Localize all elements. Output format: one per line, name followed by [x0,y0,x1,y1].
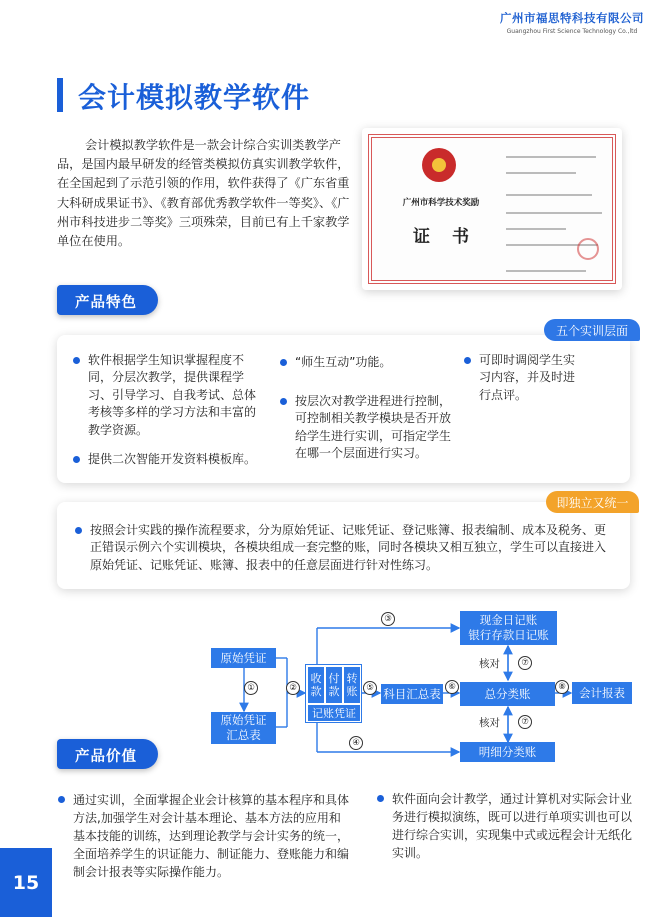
bullet-dot-icon [280,398,287,405]
section-tag-value: 产品价值 [57,739,158,769]
feature-item: 按层次对教学进程进行控制，可控制相关教学模块是否开放给学生进行实训，可指定学生在哪一个层面进行实习。 [295,393,457,463]
section-tag-features: 产品特色 [57,285,158,315]
flow-step-number: ③ [381,612,395,626]
flow-node-account-summary: 科目汇总表 [381,684,443,704]
flow-node-receipt: 收款 [308,667,324,703]
modules-description: 按照会计实践的操作流程要求，分为原始凭证、记账凭证、登记账簿、报表编制、成本及税务、更正错误示例六个实训模块，各模块组成一套完整的账，同时各模块又相互独立，学生可以直接进入原始凭证、记账凭证、账簿、报表中的任意层面进行针对性练习。 [90,522,615,574]
bullet-dot-icon [377,795,384,802]
feature-item: “师生互动”功能。 [295,354,455,371]
flow-node-bookkeeping-voucher: 记账凭证 [308,705,360,721]
flow-step-number: ⑤ [363,681,377,695]
certificate-text-line [506,228,566,230]
certificate-title: 广州市科学技术奖励 [402,198,480,208]
feature-item: 可即时调阅学生实习内容，并及时进行点评。 [479,352,581,404]
flow-step-number: ① [244,681,258,695]
certificate-text-line [506,172,576,174]
certificate-text-line [506,194,592,196]
feature-item: 软件根据学生知识掌握程度不同，分层次教学，提供课程学习、引导学习、自我考试、总体考核等多样的学习方法和丰富的教学资源。 [88,352,258,439]
national-emblem-icon [422,148,456,182]
certificate-frame [368,134,616,284]
certificate-text-line [506,212,602,214]
flow-node-cash-journal: 现金日记账 银行存款日记账 [460,611,557,645]
flow-step-number: ⑥ [445,680,459,694]
flow-node-general-ledger: 总分类账 [460,682,555,706]
bullet-dot-icon [464,357,471,364]
page-number: 15 [0,848,52,917]
flow-step-number: ④ [349,736,363,750]
intro-paragraph: 会计模拟教学软件是一款会计综合实训类教学产品，是国内最早研发的经管类模拟仿真实训教学软件，在全国起到了示范引领的作用，软件获得了《广东省重大科研成果证书》、《教育部优秀教学软件一等奖》、《广州市科技进步二等奖》三项殊荣，目前已有上千家教学单位在使用。 [57,138,350,249]
feature-item: 提供二次智能开发资料模板库。 [88,451,263,468]
flow-node-original-voucher-summary: 原始凭证 汇总表 [211,712,276,744]
pill-independent-unified: 即独立又统一 [546,491,639,513]
flow-label-verify: 核对 [479,717,500,729]
certificate-text-line [506,270,586,272]
page-title: 会计模拟教学软件 [78,81,311,114]
certificate-big-text: 证书 [413,227,491,247]
value-item: 通过实训，全面掌握企业会计核算的基本程序和具体方法,加强学生对会计基本理论、基本方法的应用和基本技能的训练，达到理论教学与会计实务的统一，全面培养学生的识证能力、制证能力、登账能力和编制会计报表等实际操作能力。 [73,791,350,881]
flow-node-accounting-report: 会计报表 [572,682,632,704]
certificate-text-line [506,156,596,158]
company-logo [497,10,647,35]
company-name-cn: 广州市福思特科技有限公司 [500,11,644,25]
company-name-en: Guangzhou First Science Technology Co.,ltd [506,28,638,35]
pill-five-levels: 五个实训层面 [544,319,640,341]
flow-step-number: ⑦ [518,656,532,670]
flow-step-number: ⑦ [518,715,532,729]
value-item: 软件面向会计教学，通过计算机对实际会计业务进行模拟演练，既可以进行单项实训也可以进行综合实训，实现集中式或远程会计无纸化实训。 [392,790,632,862]
certificate-stamp-icon [577,238,599,260]
flow-step-number: ② [286,681,300,695]
flow-step-number: ⑧ [555,680,569,694]
bullet-dot-icon [280,359,287,366]
flow-node-subsidiary-ledger: 明细分类账 [460,742,555,762]
title-accent-bar [57,78,63,112]
flow-node-original-voucher: 原始凭证 [211,648,276,668]
bullet-dot-icon [73,456,80,463]
certificate-image [362,128,622,290]
bullet-dot-icon [73,357,80,364]
flow-label-verify: 核对 [479,658,500,670]
flow-node-payment: 付款 [326,667,342,703]
bullet-dot-icon [75,527,82,534]
flow-node-transfer: 转账 [344,667,360,703]
bullet-dot-icon [58,796,65,803]
